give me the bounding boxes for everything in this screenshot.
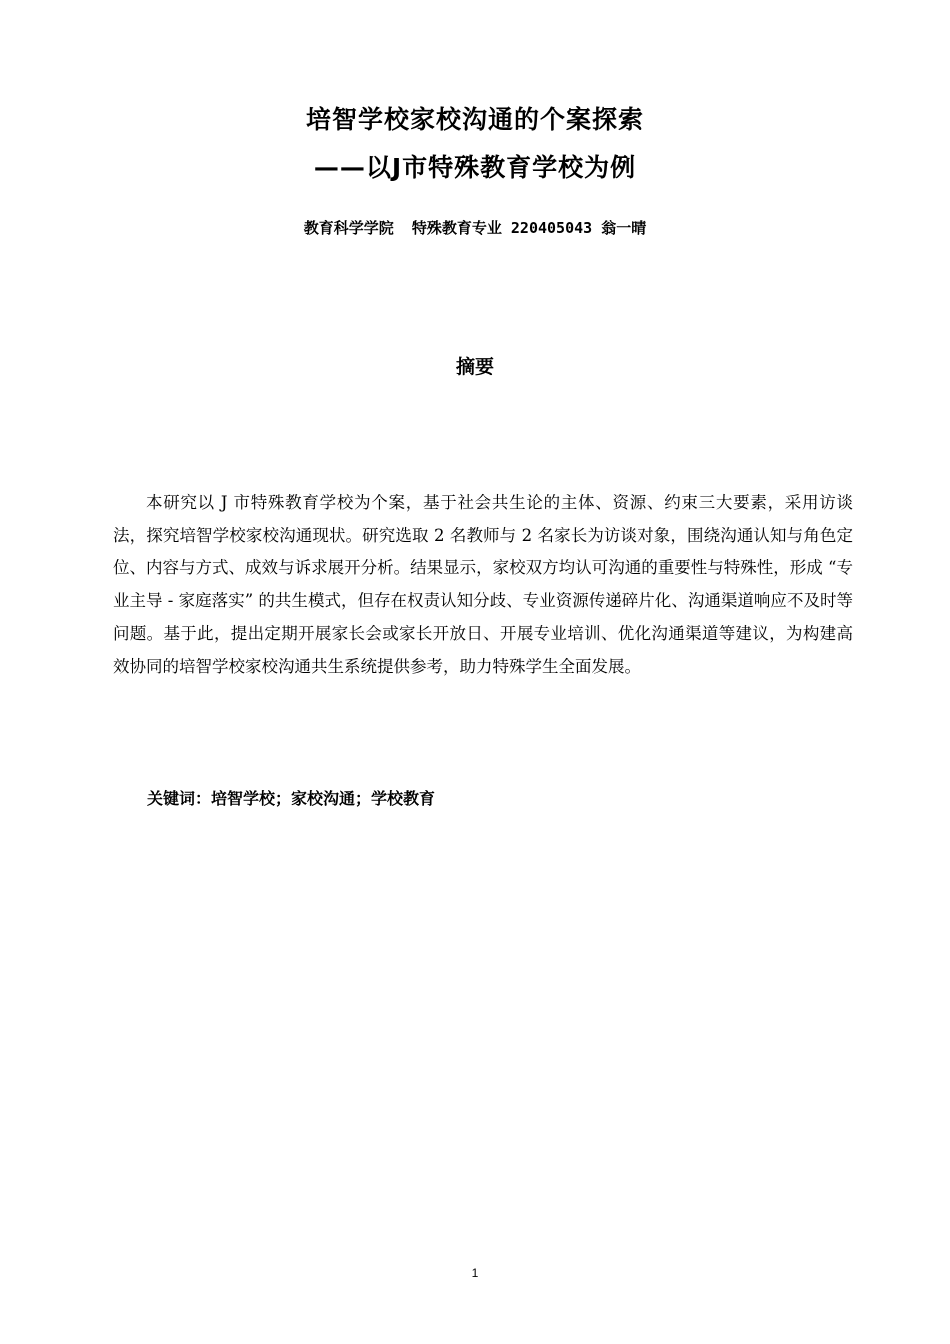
paper-title-line-2: ——以J市特殊教育学校为例 <box>313 153 637 182</box>
abstract-body: 本研究以 J 市特殊教育学校为个案，基于社会共生论的主体、资源、约束三大要素，采用访谈法，探究培智学校家校沟通现状。研究选取 2 名教师与 2 名家长为访谈对象，围绕沟通认知与角色定位、内容与方式、成效与诉求展开分析。结果显示，家校双方均认可沟通的重要性与特殊性，形成 “专业主导 - 家庭落实” 的共生模式，但存在权责认知分歧、专业资源传递碎片化、沟通渠道响应不及时等问题。基于此，提出定期开展家长会或家长开放日、开展专业培训、优化沟通渠道等建议，为构建高效协同的培智学校家校沟通共生系统提供参考，助力特殊学生全面发展。 <box>113 493 853 676</box>
abstract-heading: 摘要 <box>455 356 494 378</box>
keywords: 关键词：培智学校；家校沟通；学校教育 <box>147 789 436 808</box>
author-info: 教育科学学院 特殊教育专业 220405043 翁一晴 <box>303 219 647 237</box>
paper-title-line-1: 培智学校家校沟通的个案探索 <box>305 105 644 134</box>
page-number: 1 <box>471 1266 479 1280</box>
